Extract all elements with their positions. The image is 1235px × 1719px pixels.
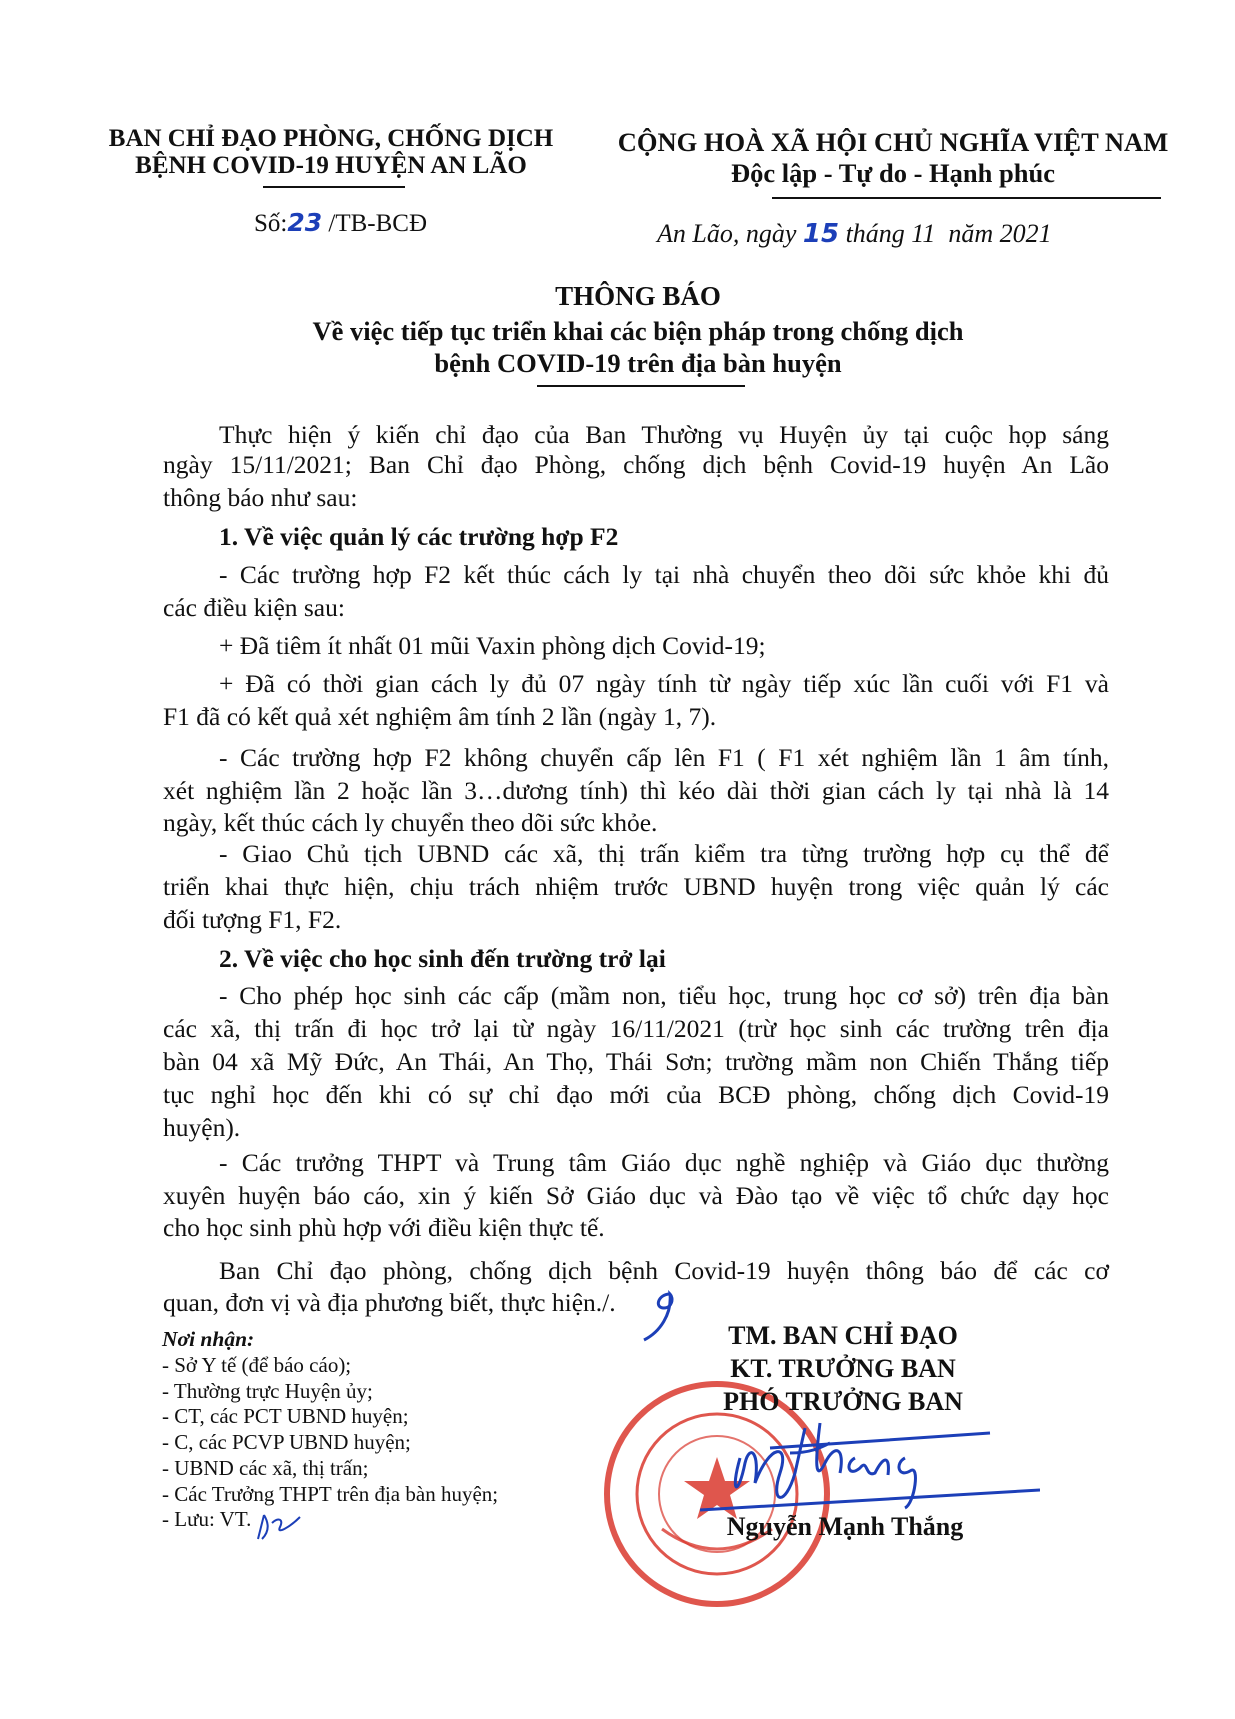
org-name-line1: BAN CHỈ ĐẠO PHÒNG, CHỐNG DỊCH — [108, 125, 554, 152]
recipient-item: - CT, các PCT UBND huyện; — [162, 1404, 409, 1429]
nation-motto: Độc lập - Tự do - Hạnh phúc — [731, 158, 1055, 188]
org-underline — [263, 186, 405, 188]
recipient-item: - C, các PCVP UBND huyện; — [162, 1430, 411, 1455]
recipient-item: - Sở Y tế (để báo cáo); — [162, 1353, 352, 1377]
body-line: - Giao Chủ tịch UBND các xã, thị trấn kiểm tra từng trường hợp cụ thể để — [219, 839, 1109, 868]
signature-line2: KT. TRƯỞNG BAN — [730, 1354, 956, 1383]
approval-mark-icon — [640, 1290, 680, 1350]
document-number — [254, 208, 427, 238]
body-line: - Các trường hợp F2 không chuyển cấp lên F1 ( F1 xét nghiệm lần 1 âm tính, — [219, 743, 1109, 772]
document-date — [657, 219, 1052, 249]
body-line: Thực hiện ý kiến chỉ đạo của Ban Thường vụ Huyện ủy tại cuộc họp sáng — [219, 420, 1109, 449]
document-subtitle-line2: bệnh COVID-19 trên địa bàn huyện — [434, 348, 842, 378]
body-line: các điều kiện sau: — [163, 593, 345, 622]
recipient-item: - UBND các xã, thị trấn; — [162, 1455, 369, 1480]
body-line: quan, đơn vị và địa phương biết, thực hiện./. — [163, 1288, 616, 1317]
org-name-line2: BỆNH COVID-19 HUYỆN AN LÃO — [135, 152, 527, 179]
signature-line1: TM. BAN CHỈ ĐẠO — [728, 1321, 958, 1350]
document-title: THÔNG BÁO — [555, 281, 721, 311]
body-line: tục nghỉ học đến khi có sự chỉ đạo mới của BCĐ phòng, chống dịch Covid-19 — [163, 1080, 1109, 1109]
recipients-heading: Nơi nhận: — [162, 1327, 255, 1351]
recipient-item: - Các Trưởng THPT trên địa bàn huyện; — [162, 1481, 499, 1506]
body-line: - Các trường hợp F2 kết thúc cách ly tại nhà chuyển theo dõi sức khỏe khi đủ — [219, 560, 1109, 589]
body-line: Ban Chỉ đạo phòng, chống dịch bệnh Covid-19 huyện thông báo để các cơ — [219, 1256, 1109, 1285]
recipient-item: - Lưu: VT. — [162, 1507, 252, 1532]
nation-name: CỘNG HOÀ XÃ HỘI CHỦ NGHĨA VIỆT NAM — [617, 127, 1169, 157]
date-suffix: tháng 11 năm 2021 — [845, 219, 1052, 248]
body-line: - Các trưởng THPT và Trung tâm Giáo dục nghề nghiệp và Giáo dục thường — [219, 1148, 1109, 1177]
section-heading: 2. Về việc cho học sinh đến trường trở lại — [219, 944, 666, 973]
signature-line3: PHÓ TRƯỞNG BAN — [723, 1387, 963, 1416]
body-line: huyện). — [163, 1113, 241, 1142]
body-line: các xã, thị trấn đi học trở lại từ ngày 16/11/2021 (trừ học sinh các trường trên địa — [163, 1014, 1109, 1043]
number-suffix: /TB-BCĐ — [328, 210, 428, 237]
number-handwritten: 23 — [287, 208, 323, 237]
body-line: F1 đã có kết quả xét nghiệm âm tính 2 lần (ngày 1, 7). — [163, 702, 717, 731]
motto-underline — [772, 197, 1161, 199]
body-line: xuyên huyện báo cáo, xin ý kiến Sở Giáo dục và Đào tạo về việc tổ chức dạy học — [163, 1181, 1109, 1210]
handwritten-signature-icon — [700, 1418, 1040, 1518]
number-prefix: Số: — [254, 210, 288, 237]
initials-handwriting-icon — [250, 1505, 310, 1545]
signer-name: Nguyễn Mạnh Thắng — [726, 1512, 964, 1541]
body-line: triển khai thực hiện, chịu trách nhiệm trước UBND huyện trong việc quản lý các — [163, 872, 1109, 901]
section-heading: 1. Về việc quản lý các trường hợp F2 — [219, 522, 619, 551]
body-line: xét nghiệm lần 2 hoặc lần 3…dương tính) thì kéo dài thời gian cách ly tại nhà là 14 — [163, 776, 1109, 805]
body-line: cho học sinh phù hợp với điều kiện thực tế. — [163, 1213, 605, 1242]
body-line: bàn 04 xã Mỹ Đức, An Thái, An Thọ, Thái Sơn; trường mầm non Chiến Thắng tiếp — [163, 1047, 1109, 1076]
body-line: - Cho phép học sinh các cấp (mầm non, tiểu học, trung học cơ sở) trên địa bàn — [219, 981, 1109, 1010]
body-line: ngày 15/11/2021; Ban Chỉ đạo Phòng, chống dịch bệnh Covid-19 huyện An Lão — [163, 450, 1109, 479]
body-line: + Đã có thời gian cách ly đủ 07 ngày tính từ ngày tiếp xúc lần cuối với F1 và — [219, 669, 1109, 698]
body-line: thông báo như sau: — [163, 483, 358, 512]
title-underline — [537, 385, 745, 387]
body-line: ngày, kết thúc cách ly chuyển theo dõi sức khỏe. — [163, 808, 658, 837]
body-line: + Đã tiêm ít nhất 01 mũi Vaxin phòng dịch Covid-19; — [219, 631, 766, 660]
recipient-item: - Thường trực Huyện ủy; — [162, 1378, 373, 1403]
date-day-handwritten: 15 — [802, 219, 840, 249]
body-line: đối tượng F1, F2. — [163, 905, 342, 934]
document-subtitle-line1: Về việc tiếp tục triển khai các biện pháp trong chống dịch — [312, 316, 964, 346]
date-prefix: An Lão, ngày — [657, 219, 797, 248]
